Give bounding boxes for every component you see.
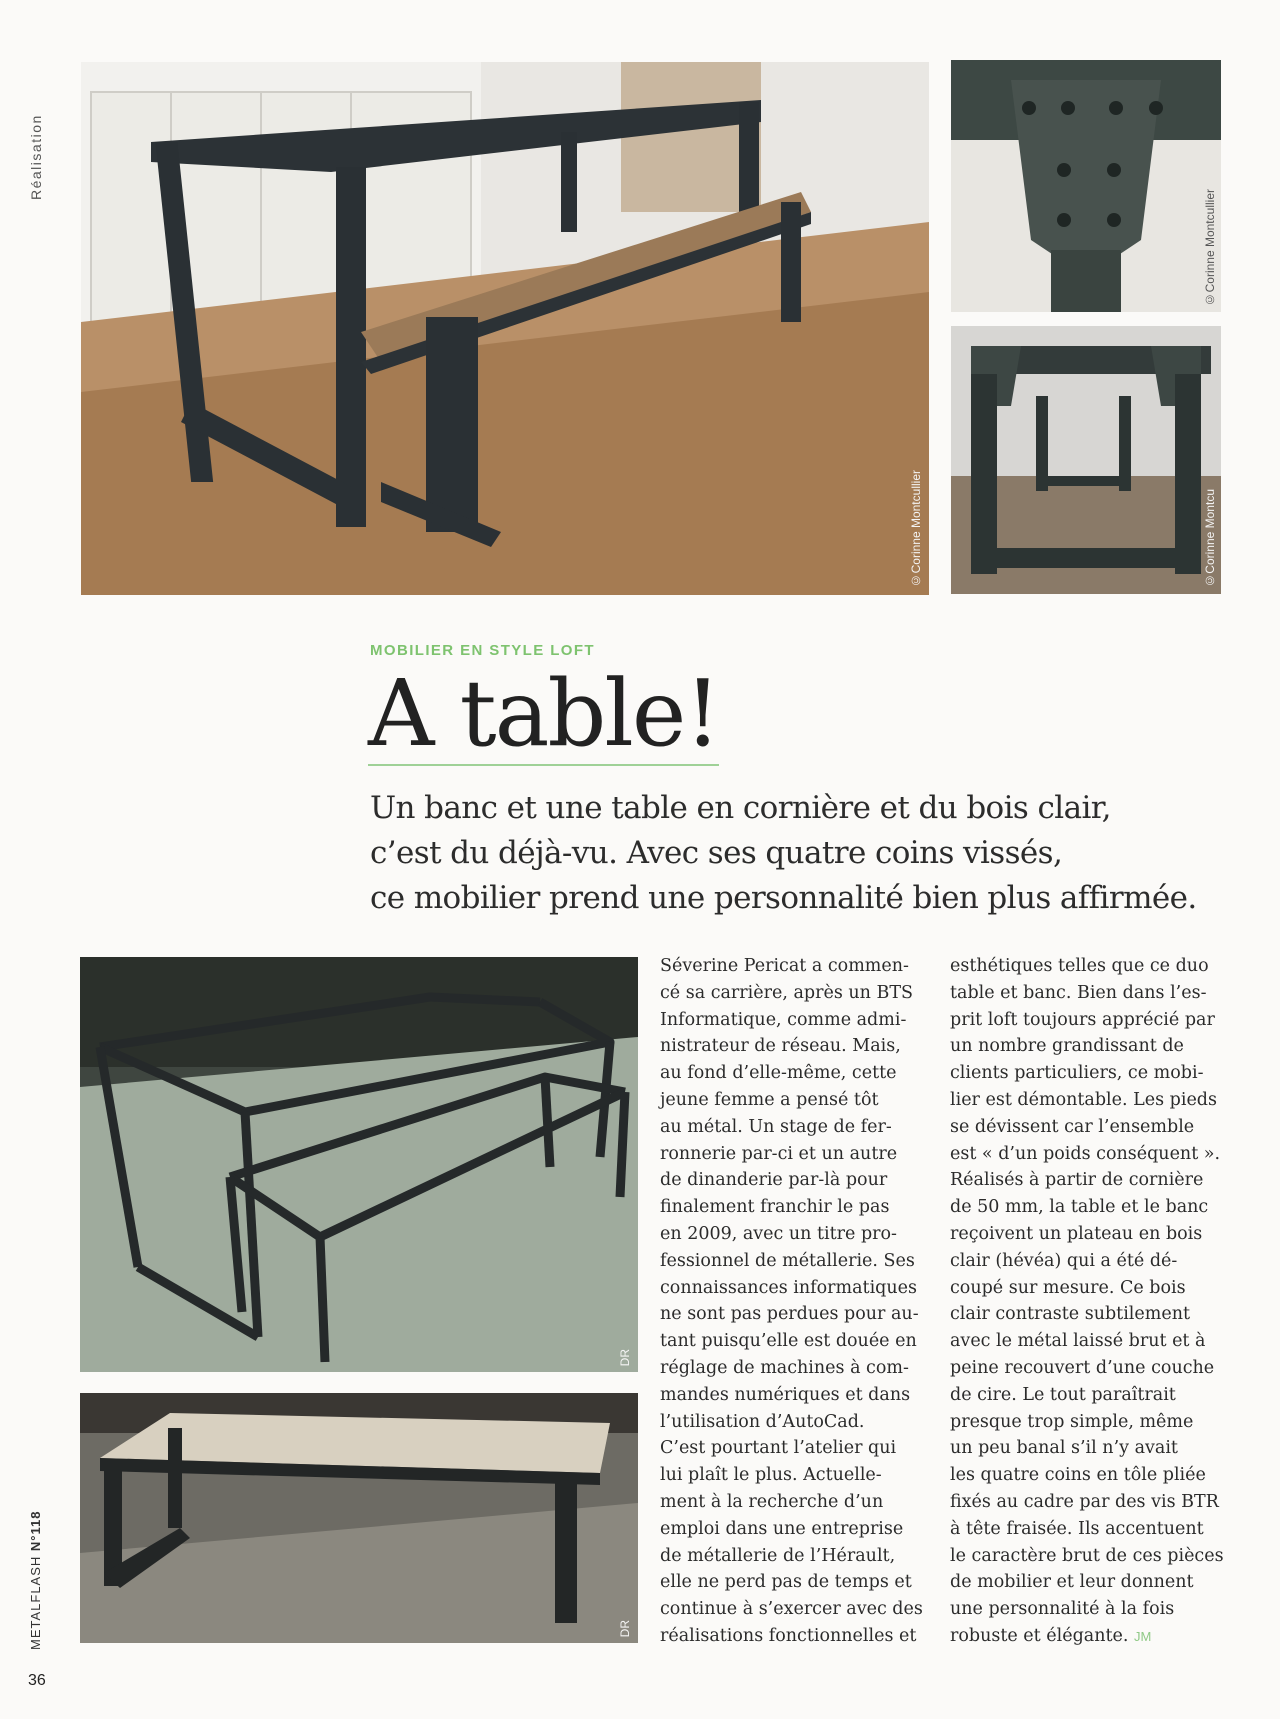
corner-detail-photo [951,60,1221,312]
body-line: de cire. Le tout paraîtrait [950,1384,1176,1405]
bench-illustration [80,1393,638,1643]
body-line: coupé sur mesure. Ce bois [950,1277,1186,1298]
body-line: réalisations fonctionnelles et [660,1625,917,1646]
body-line: le caractère brut de ces pièces [950,1545,1224,1566]
body-line: lier est démontable. Les pieds [950,1089,1217,1110]
photo-credit: DR [618,1619,632,1637]
photo-credit: ©Corinne Montcu [1203,489,1217,588]
body-line: jeune femme a pensé tôt [660,1089,879,1110]
body-line: esthétiques telles que ce duo [950,956,1209,976]
body-line: un peu banal s’il n’y avait [950,1438,1178,1459]
kicker: MOBILIER EN STYLE LOFT [370,642,595,659]
body-line: mandes numériques et dans [660,1384,911,1405]
body-line: cé sa carrière, après un BTS [660,982,913,1003]
body-line: connaissances informatiques [660,1277,917,1298]
page-number: 36 [28,1672,46,1689]
body-line: continue à s’exercer avec des [660,1599,923,1620]
main-photo [81,62,929,595]
body-line: au métal. Un stage de fer- [660,1116,892,1137]
bench-photo [80,1393,638,1643]
body-line: table et banc. Bien dans l’es- [950,982,1207,1003]
author-signature: JM [1134,1628,1152,1644]
body-line: clair (hévéa) qui a été dé- [950,1250,1178,1271]
body-line: fessionnel de métallerie. Ses [660,1250,915,1271]
lede-line: ce mobilier prend une personnalité bien plus affirmée. [370,880,1197,916]
photo-credit: DR [618,1348,632,1366]
body-line: clients particuliers, ce mobi- [950,1063,1204,1084]
body-line: en 2009, avec un titre pro- [660,1223,897,1244]
body-column-2 [950,953,1222,1651]
body-line: elle ne perd pas de temps et [660,1572,912,1593]
body-last-line [950,1623,1222,1651]
body-column-1 [660,953,932,1650]
body-line: avec le métal laissé brut et à [950,1331,1206,1352]
lede [370,786,1230,921]
body-line: les quatre coins en tôle pliée [950,1465,1206,1486]
end-view-illustration [951,326,1221,594]
frame-workshop-photo [80,957,638,1372]
body-line: au fond d’elle-même, cette [660,1063,897,1084]
welded-frames-illustration [80,957,638,1372]
magazine-name: METALFLASH [28,1555,43,1650]
body-line: Informatique, comme admi- [660,1009,907,1030]
body-line: de mobilier et leur donnent [950,1572,1194,1593]
table-bench-illustration [81,62,929,595]
body-line: presque trop simple, même [950,1411,1194,1432]
photo-credit: ©Corinne Montcullier [1203,188,1217,306]
body-line: peine recouvert d’une couche [950,1357,1215,1378]
body-line: tant puisqu’elle est douée en [660,1331,917,1352]
body-line: finalement franchir le pas [660,1197,890,1218]
body-line: emploi dans une entreprise [660,1518,904,1539]
body-line: ne sont pas perdues pour au- [660,1304,919,1325]
body-line: fixés au cadre par des vis BTR [950,1491,1219,1512]
body-line: reçoivent un plateau en bois [950,1223,1203,1244]
photo-credit: ©Corinne Montcullier [909,469,923,587]
corner-bracket-illustration [951,60,1221,312]
body-line: prit loft toujours apprécié par [950,1009,1215,1030]
headline: A table! [368,660,720,767]
body-line: de métallerie de l’Hérault, [660,1545,896,1566]
issue-number: N°118 [28,1510,43,1552]
body-line: ment à la recherche d’un [660,1491,884,1512]
body-line: Réalisés à partir de cornière [950,1170,1204,1191]
body-line: une personnalité à la fois [950,1599,1175,1620]
body-line: l’utilisation d’AutoCad. [660,1411,865,1432]
body-line: nistrateur de réseau. Mais, [660,1036,901,1057]
body-line: Séverine Pericat a commen- [660,956,909,976]
body-line: ronnerie par-ci et un autre [660,1143,898,1164]
body-line: C’est pourtant l’atelier qui [660,1438,897,1459]
body-line: est « d’un poids conséquent ». [950,1143,1221,1164]
body-line: réglage de machines à com- [660,1357,909,1378]
body-line: de 50 mm, la table et le banc [950,1197,1209,1218]
body-line: un nombre grandissant de [950,1036,1184,1057]
body-line: de dinanderie par-là pour [660,1170,888,1191]
lede-line: c’est du déjà-vu. Avec ses quatre coins vissés, [370,835,1063,871]
body-line: se dévissent car l’ensemble [950,1116,1195,1137]
body-line: clair contraste subtilement [950,1304,1191,1325]
lede-line: Un banc et une table en cornière et du bois clair, [370,790,1111,826]
section-label: Réalisation [28,114,44,200]
body-line: lui plaît le plus. Actuelle- [660,1465,882,1486]
end-view-photo [951,326,1221,594]
body-line: robuste et élégante. [950,1625,1129,1646]
body-line: à tête fraisée. Ils accentuent [950,1518,1204,1539]
magazine-issue [28,1490,43,1650]
